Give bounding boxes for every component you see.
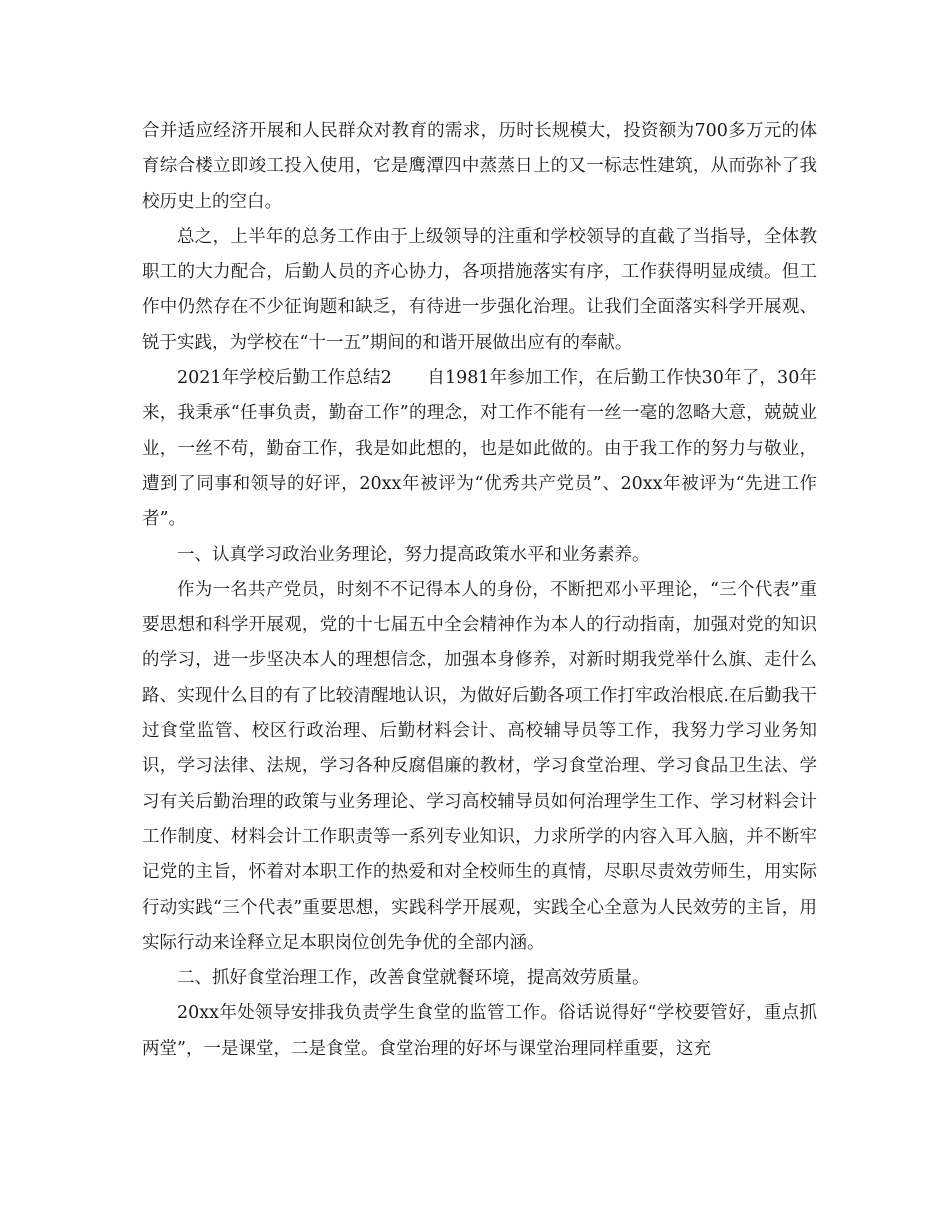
section-heading-2: 二、抓好食堂治理工作，改善食堂就餐环境，提高效劳质量。 [177, 968, 650, 989]
paragraph-section-1-body: 作为一名共产党员，时刻不不记得本人的身份，不断把邓小平理论，“三个代表”重要思想和科学开展观，党的十七届五中全会精神作为本人的行动指南，加强对党的知识的学习，进一步坚决本人的理想信念，加强本身修养，对新时期我党举什么旗、走什么路、实现什么目的有了比较清醒地认识，为做好后勤各项工作打牢政治根底.在后勤我干过食堂监管、校区行政治理、后勤材料会计、高校辅导员等工作，我努力学习业务知识，学习法律、法规，学习各种反腐倡廉的教材，学习食堂治理、学习食品卫生法、学习有关后勤治理的政策与业务理论、学习高校辅导员如何治理学生工作、学习材料会计工作制度、材料会计工作职责等一系列专业知识，力求所学的内容入耳入脑，并不断牢记党的主旨，怀着对本职工作的热爱和对全校师生的真情，尽职尽责效劳师生，用实际行动实践“三个代表”重要思想，实践科学开展观，实践全心全意为人民效劳的主旨，用实际行动来诠释立足本职岗位创先争优的全部内涵。 [142, 579, 817, 953]
section-heading-1: 一、认真学习政治业务理论，努力提高政策水平和业务素养。 [177, 544, 650, 565]
paragraph-summary: 总之，上半年的总务工作由于上级领导的注重和学校领导的直截了当指导，全体教职工的大力配合，后勤人员的齐心协力，各项措施落实有序，工作获得明显成绩。但工作中仍然存在不少征询题和缺乏，有待进一步强化治理。让我们全面落实科学开展观、锐于实践，为学校在“十一五”期间的和谐开展做出应有的奉献。 [142, 226, 817, 353]
document-body [142, 114, 817, 1067]
paragraph-intro-continuation: 合并适应经济开展和人民群众对教育的需求，历时长规模大，投资额为700多万元的体育综合楼立即竣工投入使用，它是鹰潭四中蒸蒸日上的又一标志性建筑，从而弥补了我校历史上的空白。 [142, 121, 817, 212]
paragraph-report-2-opening: 2021年学校后勤工作总结2 自1981年参加工作，在后勤工作快30年了，30年来，我秉承“任事负责，勤奋工作”的理念，对工作不能有一丝一毫的忽略大意，兢兢业业，一丝不苟，勤奋工作，我是如此想的，也是如此做的。由于我工作的努力与敬业，遭到了同事和领导的好评，20xx年被评为“优秀共产党员”、20xx年被评为“先进工作者”。 [142, 368, 817, 530]
paragraph-section-2-body: 20xx年处领导安排我负责学生食堂的监管工作。俗话说得好“学校要管好，重点抓两堂”，一是课堂，二是食堂。食堂治理的好坏与课堂治理同样重要，这充 [142, 1003, 817, 1059]
